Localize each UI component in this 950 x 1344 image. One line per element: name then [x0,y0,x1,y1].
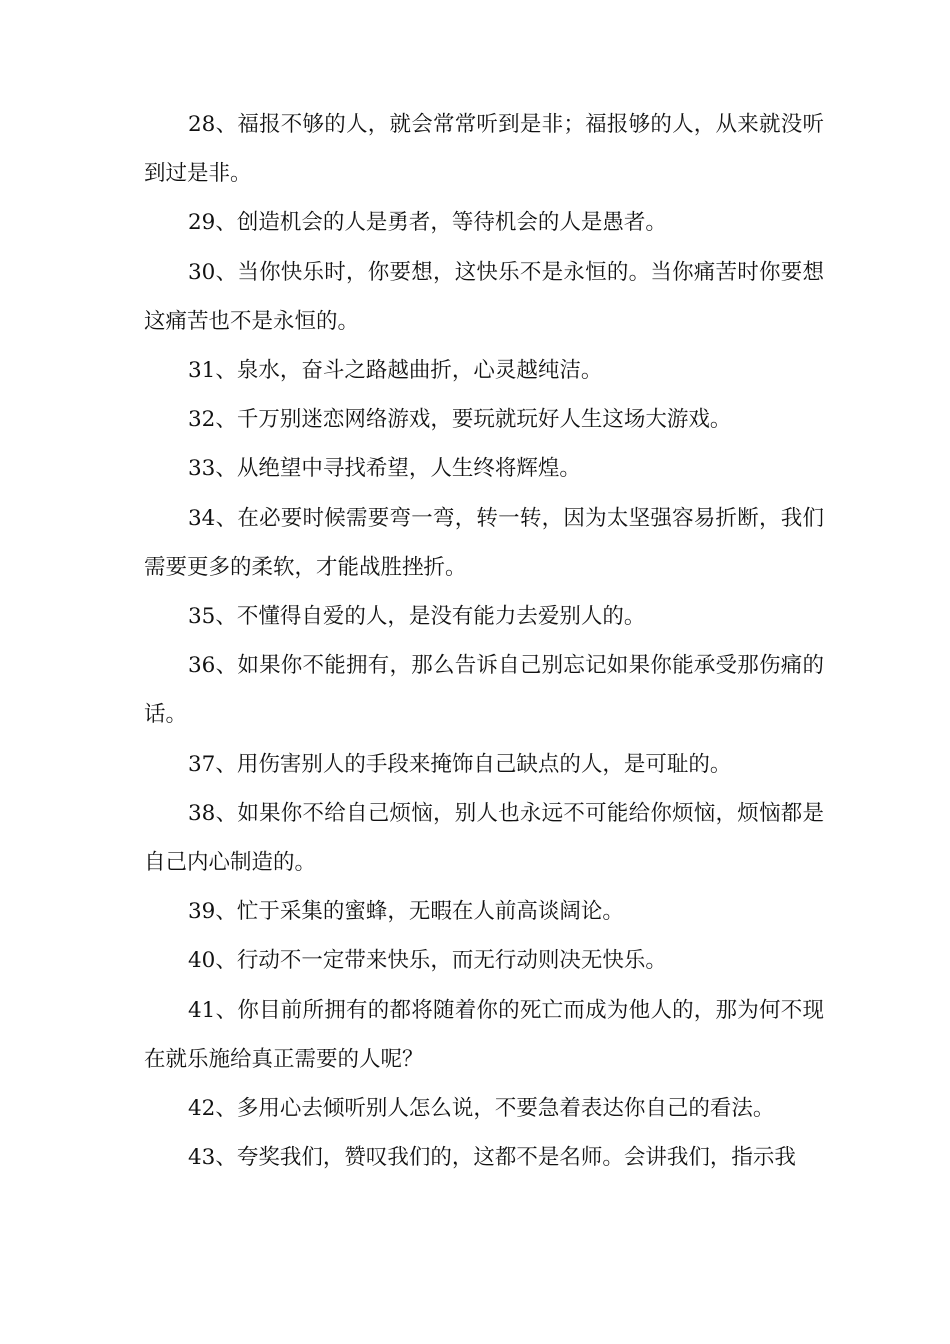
paragraph-39: 39、忙于采集的蜜蜂，无暇在人前高谈阔论。 [188,899,624,925]
paragraph-38: 38、如果你不给自己烦恼，别人也永远不可能给你烦恼，烦恼都是自己内心制造的。 [144,800,824,876]
paragraph-33: 33、从绝望中寻找希望，人生终将辉煌。 [188,456,581,482]
paragraph-40: 40、行动不一定带来快乐，而无行动则决无快乐。 [188,948,667,974]
paragraph-30: 30、当你快乐时，你要想，这快乐不是永恒的。当你痛苦时你要想这痛苦也不是永恒的。 [144,259,824,334]
paragraph-37: 37、用伤害别人的手段来掩饰自己缺点的人，是可耻的。 [188,751,732,777]
paragraph-28: 28、福报不够的人，就会常常听到是非；福报够的人，从来就没听到过是非。 [144,112,824,187]
paragraph-29: 29、创造机会的人是勇者，等待机会的人是愚者。 [188,210,667,236]
paragraph-35: 35、不懂得自爱的人，是没有能力去爱别人的。 [188,604,646,630]
document-body [144,100,824,1182]
paragraph-36: 36、如果你不能拥有，那么告诉自己别忘记如果你能承受那伤痛的话。 [144,653,824,728]
paragraph-41: 41、你目前所拥有的都将随着你的死亡而成为他人的，那为何不现在就乐施给真正需要的人呢？ [144,997,824,1072]
paragraph-42: 42、多用心去倾听别人怎么说，不要急着表达你自己的看法。 [188,1096,775,1122]
paragraph-43: 43、夸奖我们，赞叹我们的，这都不是名师。会讲我们，指示我 [188,1145,796,1171]
paragraph-31: 31、泉水，奋斗之路越曲折，心灵越纯洁。 [188,358,603,384]
paragraph-34: 34、在必要时候需要弯一弯，转一转，因为太坚强容易折断，我们需要更多的柔软，才能战胜挫折。 [144,505,824,580]
paragraph-32: 32、千万别迷恋网络游戏，要玩就玩好人生这场大游戏。 [188,407,732,433]
